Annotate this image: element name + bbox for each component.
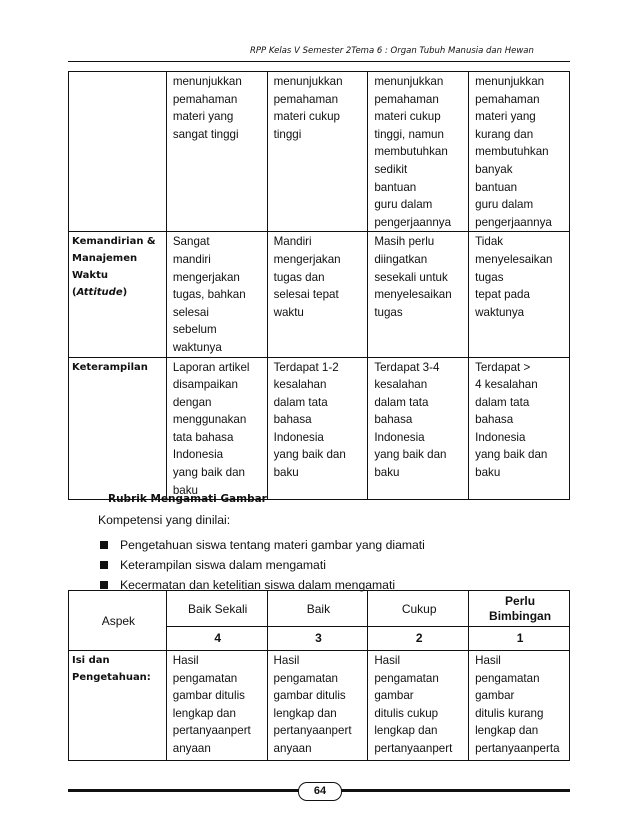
- square-bullet-icon: [100, 561, 108, 569]
- table-cell: Hasil pengamatan gambar ditulis lengkap dan pertanyaanpert anyaan: [267, 651, 368, 761]
- aspek-header: Aspek: [69, 591, 167, 651]
- table-cell: menunjukkan pemahaman materi yang sangat tinggi: [166, 72, 267, 232]
- label-paren-close: ): [122, 287, 128, 299]
- score-cell: 1: [469, 627, 570, 651]
- table-cell: menunjukkan pemahaman materi cukup tinggi, namun membutuhkan sedikit bantuan guru dalam pengerjaannya: [368, 72, 469, 232]
- table-cell: menunjukkan pemahaman materi yang kurang dan membutuhkan banyak bantuan guru dalam pengerjaannya: [469, 72, 570, 232]
- assessment-table: [68, 71, 570, 500]
- column-header: Cukup: [368, 591, 469, 627]
- square-bullet-icon: [100, 581, 108, 589]
- table-cell: Mandiri mengerjakan tugas dan selesai tepat waktu: [267, 232, 368, 357]
- table-cell: Hasil pengamatan gambar ditulis lengkap dan pertanyaanpert anyaan: [166, 651, 267, 761]
- table-cell: Tidak menyelesaikan tugas tepat pada waktunya: [469, 232, 570, 357]
- table-row: [69, 72, 570, 232]
- list-item: [98, 535, 425, 555]
- table-row: [69, 232, 570, 357]
- table-cell: menunjukkan pemahaman materi cukup tinggi: [267, 72, 368, 232]
- square-bullet-icon: [100, 541, 108, 549]
- table-cell: Sangat mandiri mengerjakan tugas, bahkan selesai sebelum waktunya: [166, 232, 267, 357]
- table-cell: Terdapat > 4 kesalahan dalam tata bahasa Indonesia yang baik dan baku: [469, 357, 570, 500]
- label-paren-open: (: [72, 287, 77, 299]
- header-row: [69, 591, 570, 627]
- column-header: Perlu Bimbingan: [469, 591, 570, 627]
- table-cell: Masih perlu diingatkan sesekali untuk menyelesaikan tugas: [368, 232, 469, 357]
- row-label-kemandirian: [69, 232, 167, 357]
- kompetensi-list: [98, 535, 425, 595]
- label-main: Kemandirian & Manajemen Waktu: [72, 236, 156, 282]
- kompetensi-label: Kompetensi yang dinilai:: [98, 513, 231, 527]
- table-cell: Hasil pengamatan gambar ditulis cukup lengkap dan pertanyaanpert: [368, 651, 469, 761]
- table-cell: Terdapat 1-2 kesalahan dalam tata bahasa Indonesia yang baik dan baku: [267, 357, 368, 500]
- rubric-title: Rubrik Mengamati Gambar: [108, 493, 267, 505]
- footer-rule-left: [68, 789, 300, 792]
- table-cell: Laporan artikel disampaikan dengan menggunakan tata bahasa Indonesia yang baik dan baku: [166, 357, 267, 500]
- table-row: [69, 357, 570, 500]
- bullet-text: Pengetahuan siswa tentang materi gambar yang diamati: [120, 538, 425, 552]
- row-label-empty: [69, 72, 167, 232]
- table-cell: Terdapat 3-4 kesalahan dalam tata bahasa Indonesia yang baik dan baku: [368, 357, 469, 500]
- row-label-keterampilan: Keterampilan: [69, 357, 167, 500]
- column-header: Baik Sekali: [166, 591, 267, 627]
- row-label-isi: Isi dan Pengetahuan:: [69, 651, 167, 761]
- table-row: [69, 651, 570, 761]
- score-cell: 2: [368, 627, 469, 651]
- column-header: Baik: [267, 591, 368, 627]
- label-italic: Attitude: [76, 287, 123, 299]
- score-cell: 3: [267, 627, 368, 651]
- rubric-table: [68, 590, 570, 761]
- list-item: [98, 555, 425, 575]
- score-cell: 4: [166, 627, 267, 651]
- page-number: 64: [298, 782, 342, 801]
- bullet-text: Kecermatan dan ketelitian siswa dalam mengamati: [120, 578, 396, 592]
- header-rule: [68, 61, 570, 62]
- running-header: RPP Kelas V Semester 2Tema 6 : Organ Tubuh Manusia dan Hewan: [250, 46, 534, 56]
- table-cell: Hasil pengamatan gambar ditulis kurang lengkap dan pertanyaanperta: [469, 651, 570, 761]
- footer-rule-right: [338, 789, 570, 792]
- bullet-text: Keterampilan siswa dalam mengamati: [120, 558, 326, 572]
